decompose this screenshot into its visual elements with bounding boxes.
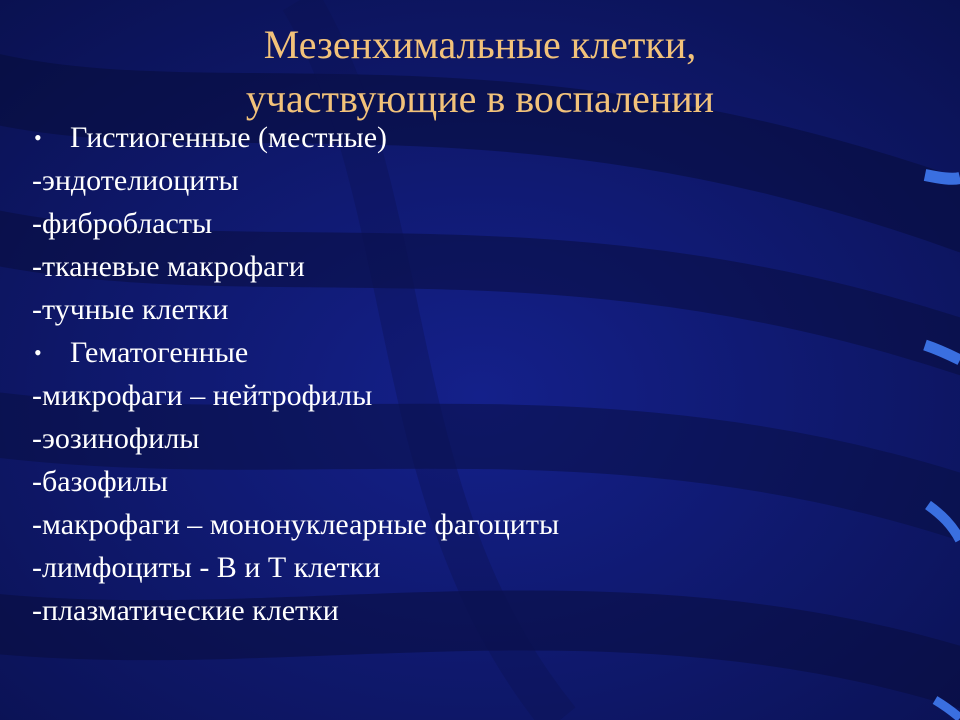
list-item: -микрофаги – нейтрофилы: [32, 379, 373, 412]
group-heading-histiogenic: [32, 116, 912, 159]
title-line-2: участвующие в воспалении: [245, 76, 715, 121]
list-item: -тучные клетки: [32, 293, 229, 326]
slide-content: [32, 116, 912, 632]
list-item: -макрофаги – мононуклеарные фагоциты: [32, 508, 560, 541]
list-item: -эндотелиоциты: [32, 164, 239, 197]
list-item: -лимфоциты - В и Т клетки: [32, 551, 381, 584]
list-item: -фибробласты: [32, 207, 213, 240]
list-item: -тканевые макрофаги: [32, 250, 305, 283]
bullet-icon: •: [34, 340, 42, 365]
list-item: -плазматические клетки: [32, 594, 339, 627]
bullet-icon: •: [34, 125, 42, 150]
group-heading-text: Гематогенные: [70, 336, 249, 369]
group-heading-hematogenic: [32, 331, 912, 374]
slide-title: [0, 18, 960, 126]
list-item: -эозинофилы: [32, 422, 200, 455]
group-heading-text: Гистиогенные (местные): [70, 121, 388, 154]
title-line-1: Мезенхимальные клетки,: [263, 22, 697, 67]
list-item: -базофилы: [32, 465, 168, 498]
